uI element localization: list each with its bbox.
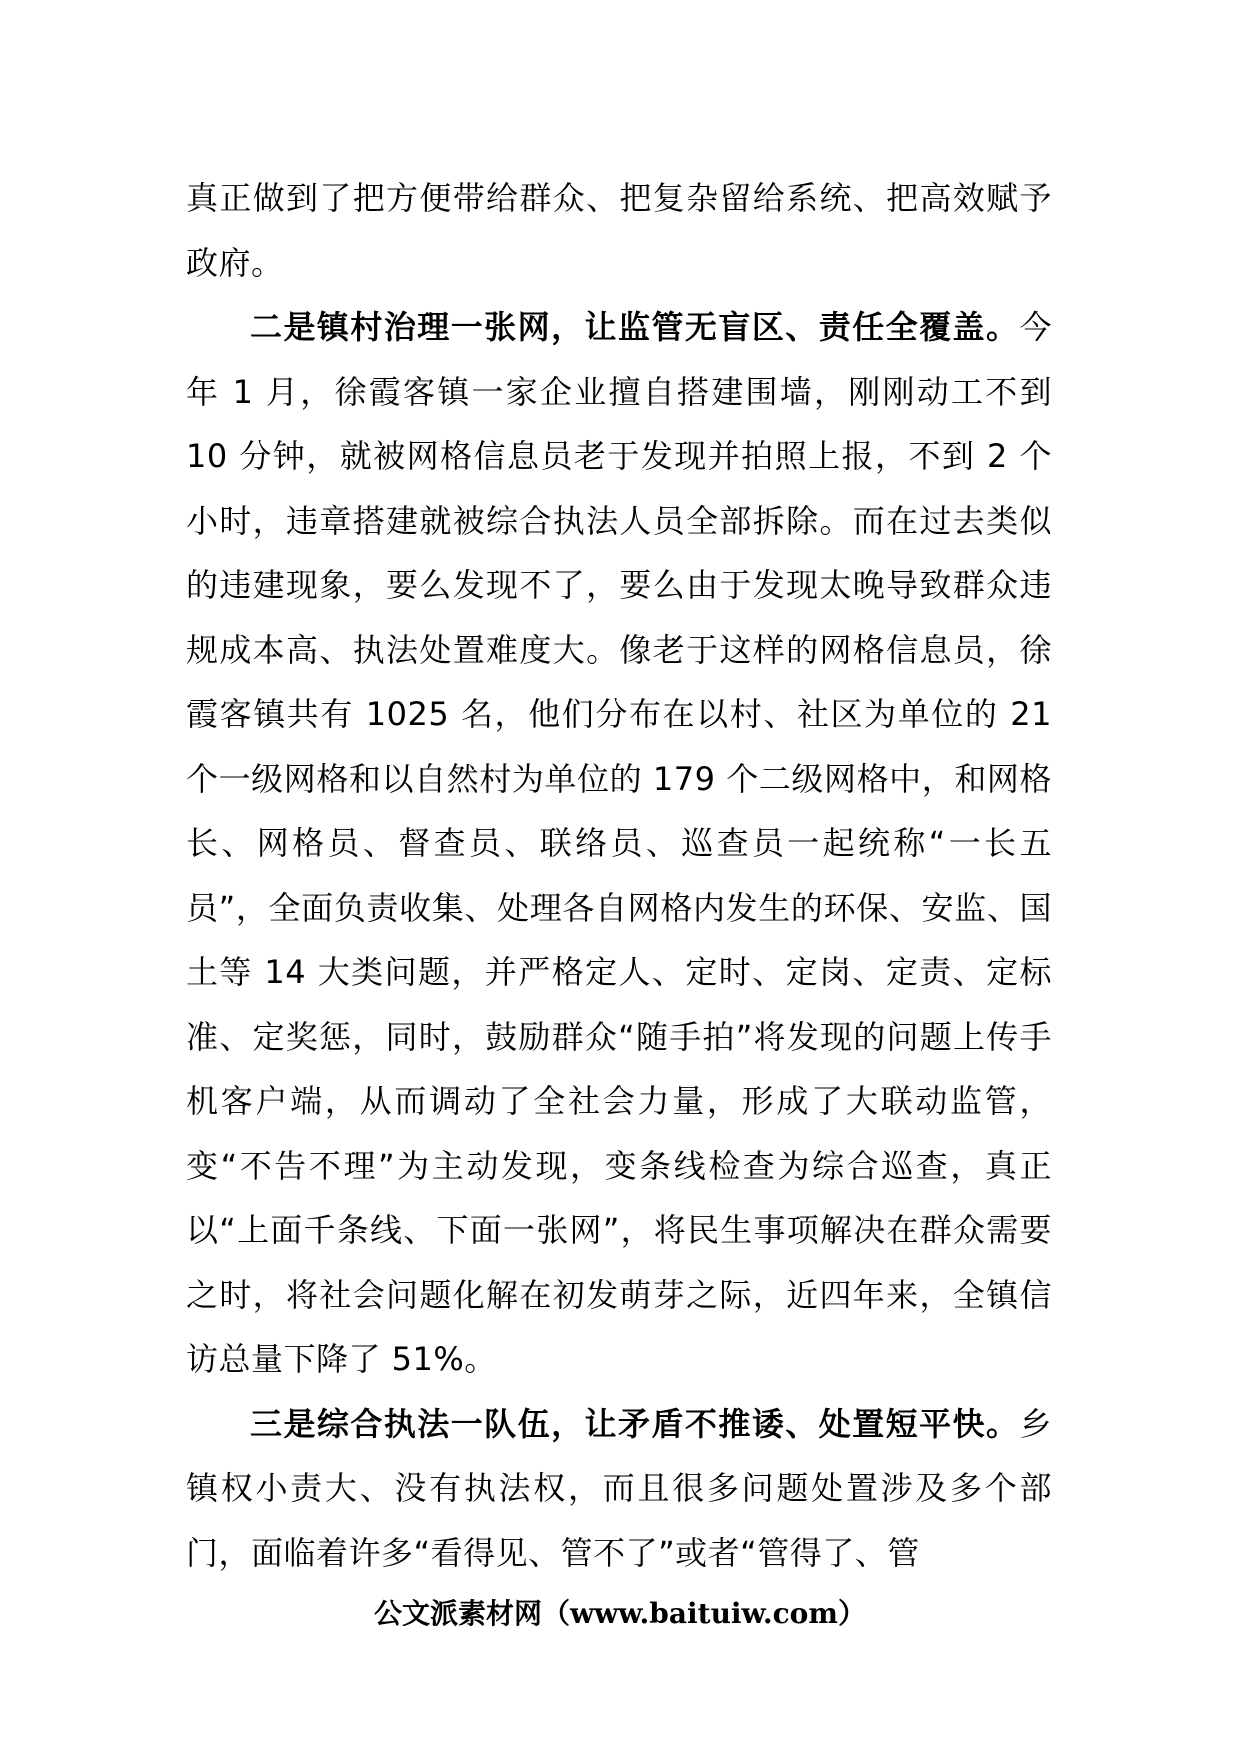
paragraph-continued — [186, 166, 1052, 295]
paragraph-text: 今年 1 月，徐霞客镇一家企业擅自搭建围墙，刚刚动工不到 10 分钟，就被网格信息员老于发现并拍照上报，不到 2 个小时，违章搭建就被综合执法人员全部拆除。而在过去类似的违建现象，要么发现不了，要么由于发现太晚导致群众违规成本高、执法处置难度大。像老于这样的网格信息员，徐霞客镇共有 1025 名，他们分布在以村、社区为单位的 21 个一级网格和以自然村为单位的 179 个二级网格中，和网格长、网格员、督查员、联络员、巡查员一起统称“一长五员”，全面负责收集、处理各自网格内发生的环保、安监、国土等 14 大类问题，并严格定人、定时、定岗、定责、定标准、定奖惩，同时，鼓励群众“随手拍”将发现的问题上传手机客户端，从而调动了全社会力量，形成了大联动监管，变“不告不理”为主动发现，变条线检查为综合巡查，真正以“上面千条线、下面一张网”，将民生事项解决在群众需要之时，将社会问题化解在初发萌芽之际，近四年来，全镇信访总量下降了 51%。 — [186, 308, 1052, 1378]
paragraph-heading: 二是镇村治理一张网，让监管无盲区、责任全覆盖。 — [250, 308, 1020, 346]
paragraph-comprehensive-enforcement — [186, 1392, 1052, 1586]
document-body — [186, 166, 1052, 1585]
paragraph-text: 乡镇权小责大、没有执法权，而且很多问题处置涉及多个部门，面临着许多“看得见、管不了”或者“管得了、管 — [186, 1404, 1052, 1572]
footer-watermark: 公文派素材网（www.baituiw.com） — [374, 1597, 866, 1630]
paragraph-heading: 三是综合执法一队伍，让矛盾不推诿、处置短平快。 — [250, 1404, 1020, 1443]
paragraph-text: 真正做到了把方便带给群众、把复杂留给系统、把高效赋予政府。 — [186, 179, 1052, 282]
paragraph-town-village-grid — [186, 295, 1052, 1392]
